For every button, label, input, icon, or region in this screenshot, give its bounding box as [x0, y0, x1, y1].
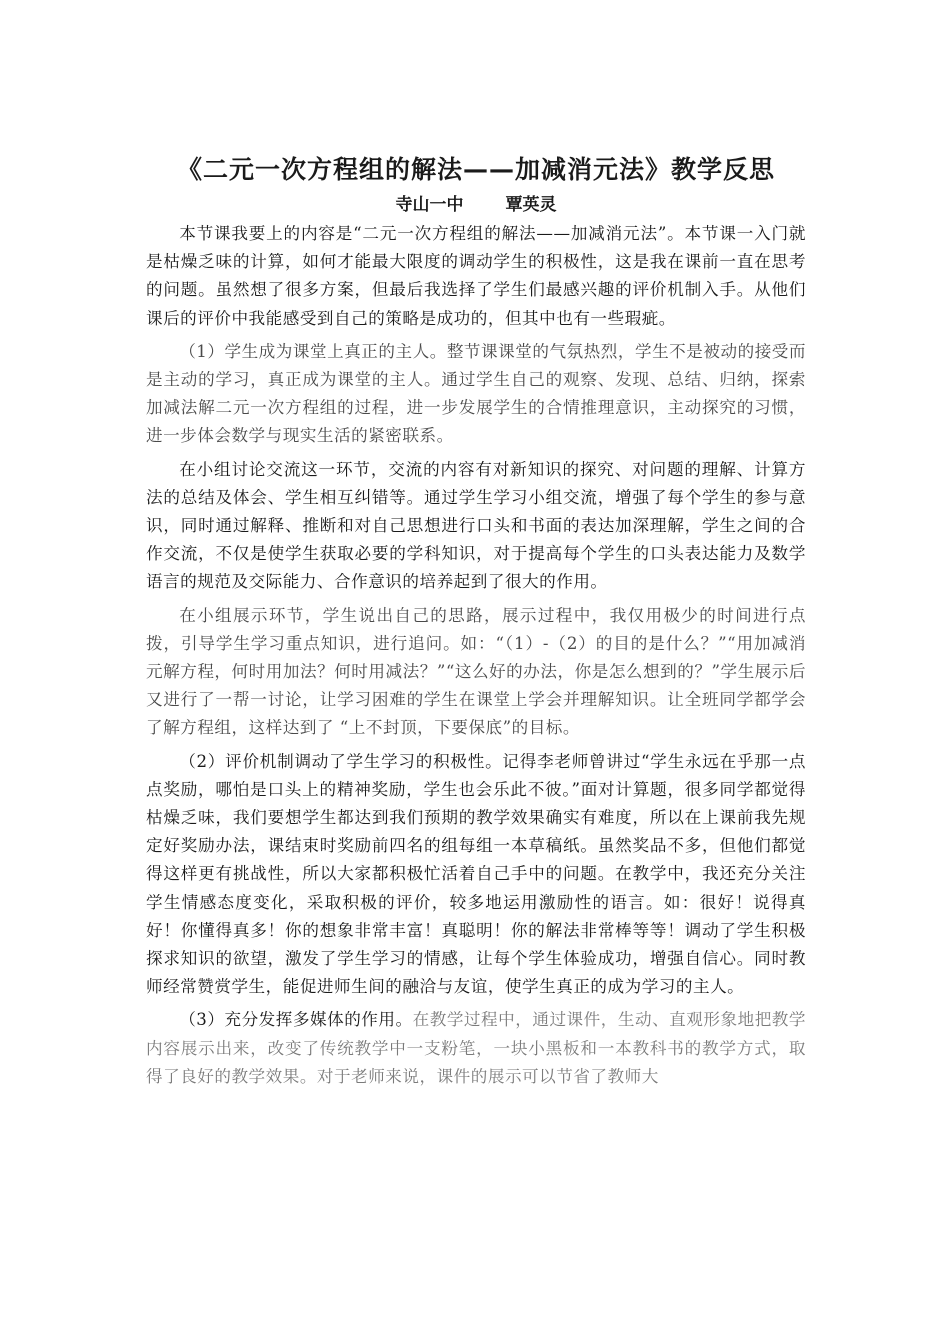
- paragraph-group-display: 在小组展示环节，学生说出自己的思路，展示过程中，我仅用极少的时间进行点拨，引导学生学习重点知识，进行追问。如：“（1）-（2）的目的是什么？”“用加减消元解方程，何时用加法？何时用减法？”“这么好的办法，你是怎么想到的？”学生展示后又进行了一帮一讨论，让学习困难的学生在课堂上学会并理解知识。让全班同学都学会了解方程组，这样达到了 “上不封顶，下要保底”的目标。: [146, 605, 806, 738]
- author-line: [146, 190, 806, 220]
- paragraph-point-3: [146, 1006, 806, 1091]
- document-title: 《二元一次方程组的解法——加减消元法》教学反思: [176, 155, 775, 184]
- paragraph-point-3-lead: （3）充分发挥多媒体的作用。: [179, 1010, 413, 1030]
- document-page: [146, 150, 806, 1091]
- paragraph-point-1: （1）学生成为课堂上真正的主人。整节课课堂的气氛热烈，学生不是被动的接受而是主动的学习，真正成为课堂的主人。通过学生自己的观察、发现、总结、归纳，探索加减法解二元一次方程组的过程，进一步发展学生的合情推理意识，主动探究的习惯，进一步体会数学与现实生活的紧密联系。: [146, 341, 806, 446]
- paragraph-point-3-body: 在教学过程中，通过课件，生动、直观形象地把教学内容展示出来，改变了传统教学中一支粉笔，一块小黑板和一本教科书的教学方式，取得了良好的教学效果。对于老师来说，课件的展示可以节省了教师大: [146, 1010, 806, 1086]
- paragraph-point-2: （2）评价机制调动了学生学习的积极性。记得李老师曾讲过“学生永远在乎那一点点奖励，哪怕是口头上的精神奖励，学生也会乐此不彼。”面对计算题，很多同学都觉得枯燥乏味，我们要想学生都达到我们预期的教学效果确实有难度，所以在上课前我先规定好奖励办法，课结束时奖励前四名的组每组一本草稿纸。虽然奖品不多，但他们都觉得这样更有挑战性，所以大家都积极忙活着自己手中的问题。在教学中，我还充分关注学生情感态度变化，采取积极的评价，较多地运用激励性的语言。如：很好！说得真好！你懂得真多！你的想象非常丰富！真聪明！你的解法非常棒等等！调动了学生积极探求知识的欲望，激发了学生学习的情感，让每个学生体验成功，增强自信心。同时教师经常赞赏学生，能促进师生间的融洽与友谊，使学生真正的成为学习的主人。: [146, 751, 806, 997]
- paragraph-group-discussion: 在小组讨论交流这一环节，交流的内容有对新知识的探究、对问题的理解、计算方法的总结及体会、学生相互纠错等。通过学生学习小组交流，增强了每个学生的参与意识，同时通过解释、推断和对自己思想进行口头和书面的表达加深理解，学生之间的合作交流，不仅是使学生获取必要的学科知识，对于提高每个学生的口头表达能力及数学语言的规范及交际能力、合作意识的培养起到了很大的作用。: [146, 459, 806, 592]
- author-school: 寺山一中: [395, 195, 464, 215]
- author-name: 覃英灵: [505, 195, 557, 215]
- paragraph-intro: 本节课我要上的内容是“二元一次方程组的解法——加减消元法”。本节课一入门就是枯燥乏味的计算，如何才能最大限度的调动学生的积极性，这是我在课前一直在思考的问题。虽然想了很多方案，但最后我选择了学生们最感兴趣的评价机制入手。从他们课后的评价中我能感受到自己的策略是成功的，但其中也有一些瑕疵。: [146, 224, 806, 328]
